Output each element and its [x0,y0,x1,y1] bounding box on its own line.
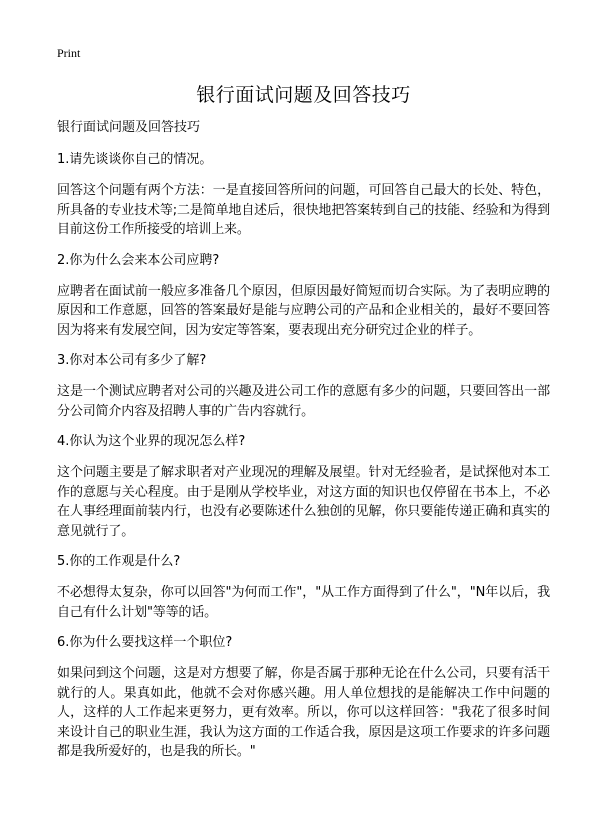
question-3: 3.你对本公司有多少了解? [57,353,207,368]
answer-1: 回答这个问题有两个方法：一是直接回答所问的问题，可回答自己最大的长处、特色，所具备的专业技术等;二是简单地自述后，很快地把答案转到自己的技能、经验和为得到目前这份工作所接受的培训上来。 [57,183,550,237]
answer-2: 应聘者在面试前一般应多准备几个原因，但原因最好简短而切合实际。为了表明应聘的原因和工作意愿，回答的答案最好是能与应聘公司的产品和企业相关的，最好不要回答因为将来有发展空间，因为安定等答案，要表现出充分研究过企业的样子。 [57,283,550,338]
question-4: 4.你认为这个业界的现况怎么样? [57,434,246,449]
section-5 [57,552,550,622]
section-3 [57,351,550,421]
print-link[interactable]: Print [57,46,81,60]
question-5: 5.你的工作观是什么? [57,554,181,569]
page-title: 银行面试问题及回答技巧 [196,84,411,106]
section-4 [57,432,550,541]
answer-3: 这是一个测试应聘者对公司的兴趣及进公司工作的意愿有多少的问题，只要回答出一部分公司简介内容及招聘人事的广告内容就行。 [57,384,550,419]
section-6 [57,633,550,762]
answer-5: 不必想得太复杂，你可以回答"为何而工作"，"从工作方面得到了什么"，"N年以后，我自己有什么计划"等等的话。 [57,585,550,620]
answer-6: 如果问到这个问题，这是对方想要了解，你是否属于那种无论在什么公司，只要有活干就行的人。果真如此，他就不会对你感兴趣。用人单位想找的是能解决工作中问题的人，这样的人工作起来更努力，更有效率。所以，你可以这样回答："我花了很多时间来设计自己的职业生涯，我认为这方面的工作适合我，原因是这项工作要求的许多问题都是我所爱好的，也是我的所长。" [57,666,550,759]
question-2: 2.你为什么会来本公司应聘? [57,252,220,268]
section-2 [57,251,550,341]
question-6: 6.你为什么要找这样一个职位? [57,635,233,650]
question-1: 1.请先谈谈你自己的情况。 [57,152,213,167]
section-1 [57,150,550,240]
document-subtitle: 银行面试问题及回答技巧 [57,120,201,135]
answer-4: 这个问题主要是了解求职者对产业现况的理解及展望。针对无经验者，是试探他对本工作的意愿与关心程度。由于是刚从学校毕业，对这方面的知识也仅停留在书本上，不必在人事经理面前装内行，也没有必要陈述什么独创的见解，你只要能传递正确和真实的意见就行了。 [57,465,550,539]
